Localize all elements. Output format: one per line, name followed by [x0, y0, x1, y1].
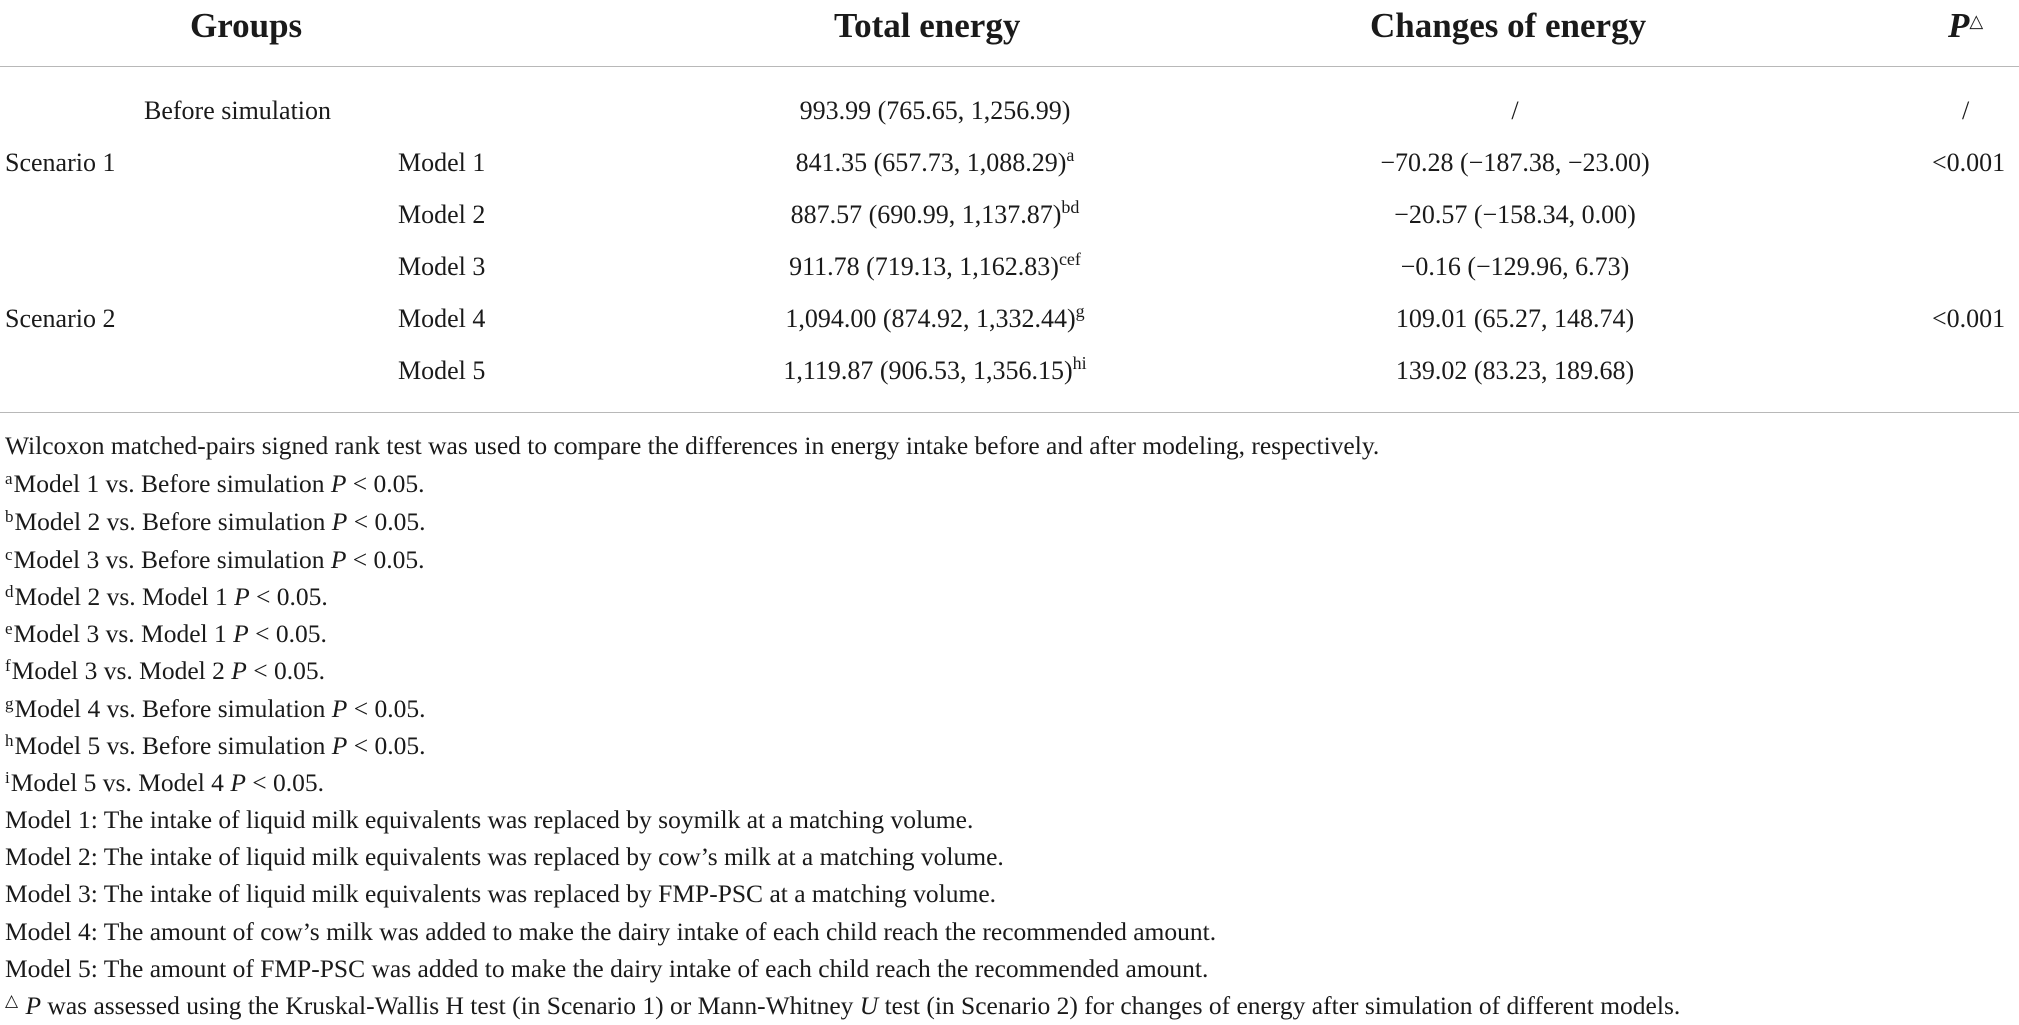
p-value-cell: <0.001 [1932, 148, 2006, 177]
footnote-threshold: < 0.05. [249, 582, 328, 611]
total-energy-cell [685, 146, 1185, 180]
total-energy-cell [685, 354, 1185, 388]
footnote-mark: e [5, 618, 13, 638]
footnote-text: Model 1 vs. Before simulation [13, 469, 325, 498]
scenario-cell: Scenario 1 [5, 148, 116, 177]
total-energy-cell [685, 198, 1185, 232]
footnote-text: Model 4 vs. Before simulation [14, 694, 326, 723]
header-changes-of-energy: Changes of energy [1370, 6, 1647, 45]
footnote-mark: i [5, 767, 10, 787]
footnote-c [5, 543, 425, 577]
header-total-energy: Total energy [834, 6, 1021, 45]
footnote-mark: c [5, 544, 13, 564]
change-energy-cell: 109.01 (65.27, 148.74) [1395, 304, 1635, 333]
p-value-cell: / [1962, 96, 1970, 125]
total-energy-superscript: cef [1058, 249, 1081, 270]
footnote-g [5, 692, 426, 726]
total-energy-cell [685, 94, 1185, 128]
footnote-p-test [5, 989, 1680, 1023]
footnote-model-1: Model 1: The intake of liquid milk equivalents was replaced by soymilk at a matching volume. [5, 805, 974, 834]
footnote-threshold: < 0.05. [346, 469, 425, 498]
total-energy-superscript: g [1075, 301, 1085, 322]
header-rule [0, 66, 2019, 67]
footnote-threshold: < 0.05. [347, 731, 426, 760]
footnote-threshold: < 0.05. [246, 656, 325, 685]
group-cell: Before simulation [144, 96, 332, 125]
footnote-threshold: < 0.05. [245, 768, 325, 797]
total-energy-superscript: a [1066, 145, 1075, 166]
change-energy-cell: 139.02 (83.23, 189.68) [1395, 356, 1635, 385]
total-energy-value: 841.35 (657.73, 1,088.29) [795, 148, 1067, 177]
footnote-model-5: Model 5: The amount of FMP-PSC was added to make the dairy intake of each child reach the recommended amount. [5, 954, 1209, 983]
footnote-i [5, 766, 324, 800]
footnote-a [5, 467, 425, 501]
p-value-cell: <0.001 [1932, 304, 2006, 333]
footnote-b [5, 505, 426, 539]
change-energy-cell: −20.57 (−158.34, 0.00) [1394, 200, 1636, 229]
total-energy-cell [685, 302, 1185, 336]
group-cell: Model 5 [398, 356, 486, 385]
total-energy-superscript: hi [1072, 353, 1087, 374]
footnote-model-3: Model 3: The intake of liquid milk equivalents was replaced by FMP-PSC at a matching volume. [5, 879, 997, 908]
footnote-mark: d [5, 581, 14, 601]
footnote-mark: a [5, 468, 13, 488]
footnote-intro: Wilcoxon matched-pairs signed rank test was used to compare the differences in energy intake before and after modeling, respectively. [5, 431, 1380, 460]
footnote-text: Model 3 vs. Model 1 [13, 619, 227, 648]
group-cell: Model 3 [398, 252, 486, 281]
footnote-text: was assessed using the Kruskal-Wallis H test (in Scenario 1) or Mann-Whitney [41, 991, 860, 1020]
total-energy-superscript: bd [1061, 197, 1080, 218]
group-cell: Model 1 [398, 148, 486, 177]
scenario-cell: Scenario 2 [5, 304, 116, 333]
footnote-threshold: < 0.05. [347, 507, 426, 536]
footnote-u: U [859, 991, 879, 1020]
footnote-text: Model 5 vs. Before simulation [14, 731, 326, 760]
footnote-text: Model 3 vs. Model 2 [11, 656, 225, 685]
footnote-mark: g [5, 693, 14, 713]
footnote-text: Model 5 vs. Model 4 [10, 768, 224, 797]
footnote-threshold: < 0.05. [248, 619, 327, 648]
footnote-p: P [231, 656, 247, 685]
group-cell: Model 2 [398, 200, 486, 229]
footnote-f [5, 654, 325, 688]
header-p-letter: P [1948, 6, 1970, 45]
footnote-text: test (in Scenario 2) for changes of energy after simulation of different models. [878, 991, 1681, 1020]
header-groups: Groups [190, 6, 303, 45]
total-energy-value: 993.99 (765.65, 1,256.99) [799, 96, 1071, 125]
footnote-p: P [330, 469, 347, 498]
footnote-mark: f [5, 655, 11, 675]
change-energy-cell: / [1511, 96, 1519, 125]
footnote-p: P [330, 545, 347, 574]
change-energy-cell: −70.28 (−187.38, −23.00) [1380, 148, 1650, 177]
footnote-threshold: < 0.05. [347, 694, 426, 723]
footnote-p: P [331, 731, 348, 760]
footnote-mark: h [5, 730, 14, 750]
footnote-p: P [230, 768, 246, 797]
table-bottom-rule [0, 412, 2019, 413]
footnote-model-2: Model 2: The intake of liquid milk equivalents was replaced by cow’s milk at a matching volume. [5, 842, 1004, 871]
footnote-mark: △ [5, 990, 19, 1010]
footnote-e [5, 617, 327, 651]
header-p-triangle: △ [1969, 11, 1984, 32]
footnote-h [5, 729, 426, 763]
footnote-p: P [331, 694, 348, 723]
footnote-text: Model 3 vs. Before simulation [13, 545, 325, 574]
total-energy-value: 911.78 (719.13, 1,162.83) [789, 252, 1059, 281]
footnote-threshold: < 0.05. [346, 545, 425, 574]
change-energy-cell: −0.16 (−129.96, 6.73) [1400, 252, 1630, 281]
header-p-value [1948, 4, 1983, 48]
footnote-d [5, 580, 328, 614]
total-energy-value: 1,094.00 (874.92, 1,332.44) [785, 304, 1076, 333]
footnote-text: Model 2 vs. Before simulation [14, 507, 326, 536]
total-energy-value: 887.57 (690.99, 1,137.87) [790, 200, 1062, 229]
footnote-mark: b [5, 506, 14, 526]
total-energy-cell [685, 250, 1185, 284]
footnote-p: P [233, 619, 249, 648]
footnote-p: P [25, 991, 42, 1020]
footnote-model-4: Model 4: The amount of cow’s milk was added to make the dairy intake of each child reach the recommended amount. [5, 917, 1217, 946]
footnote-p: P [234, 582, 250, 611]
total-energy-value: 1,119.87 (906.53, 1,356.15) [783, 356, 1073, 385]
footnote-text: Model 2 vs. Model 1 [14, 582, 228, 611]
group-cell: Model 4 [398, 304, 486, 333]
footnote-p: P [331, 507, 348, 536]
